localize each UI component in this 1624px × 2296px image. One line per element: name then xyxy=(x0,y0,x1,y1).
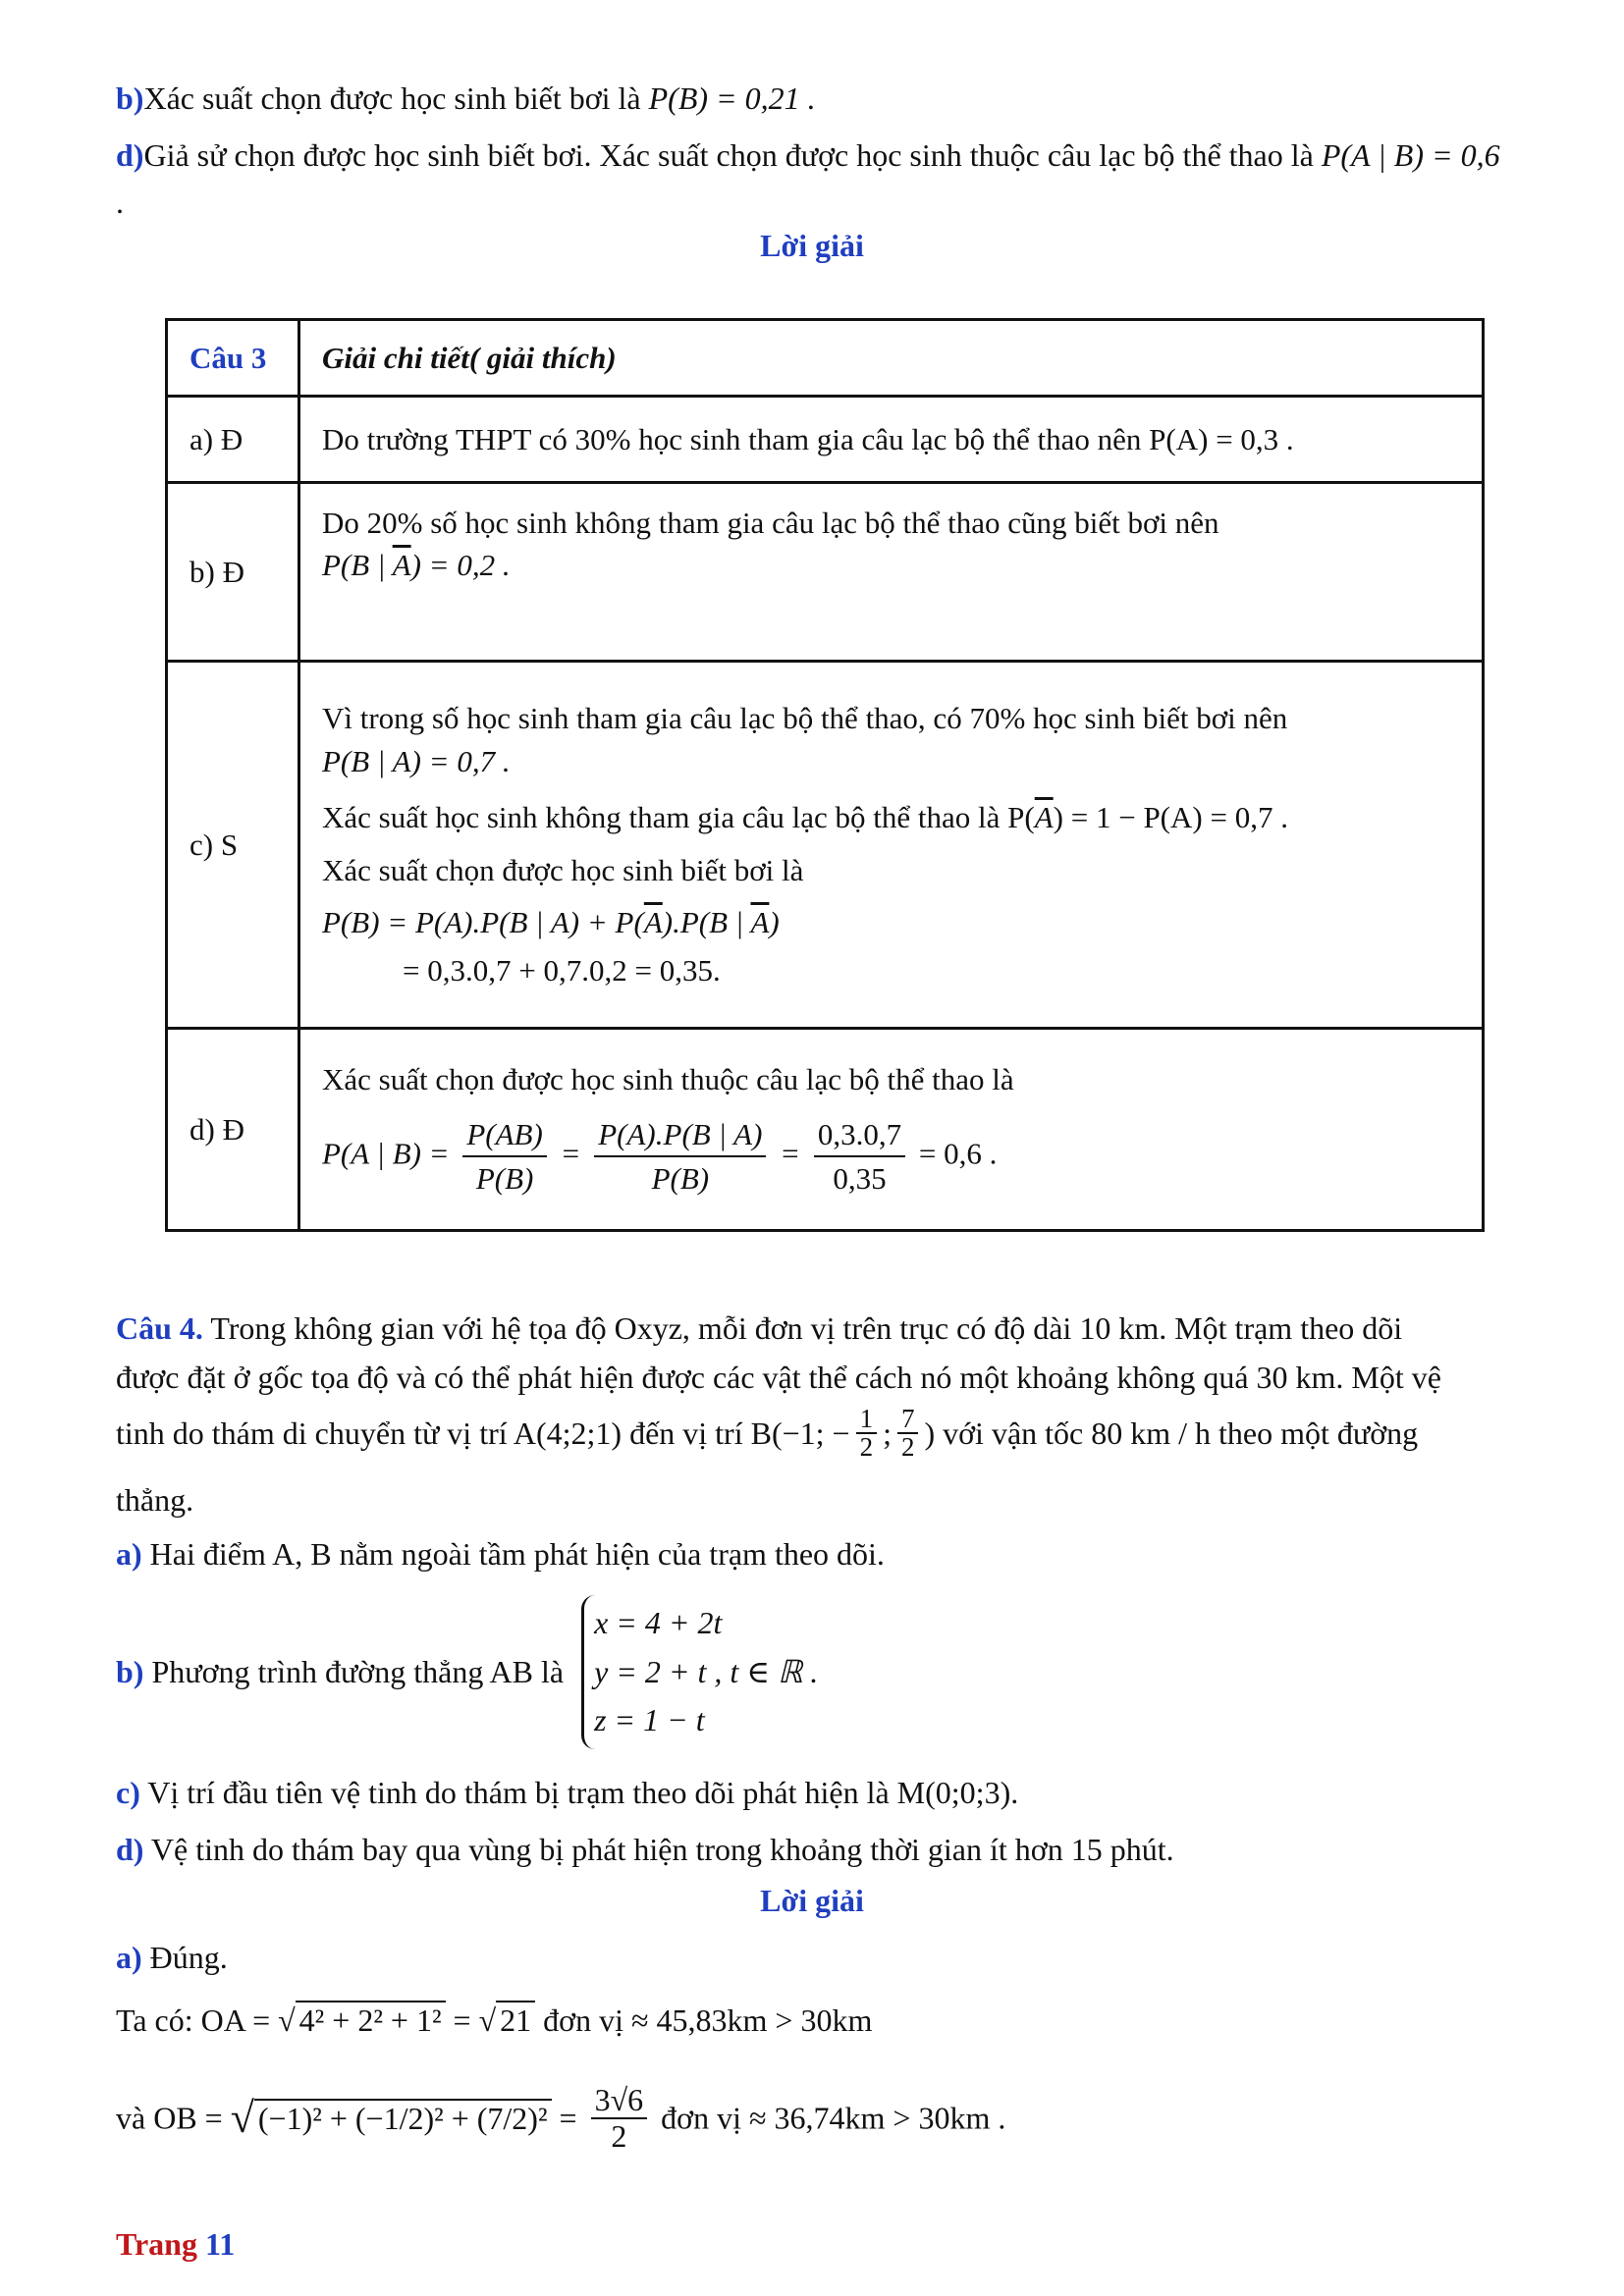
sol4-line1-a: Ta có: OA = xyxy=(116,2002,279,2038)
sol4-line1-b: = xyxy=(445,2002,479,2038)
row-c-line5-b: ).P(B | xyxy=(662,904,751,939)
sol4-a-label: a) xyxy=(116,1940,142,1975)
frac-2 xyxy=(594,1113,766,1201)
row-b-content xyxy=(299,483,1484,662)
cau4-a-label: a) xyxy=(116,1536,142,1572)
footer-page-number: 11 xyxy=(204,2226,236,2262)
sol4-line1-sqrt: 4² + 2² + 1² xyxy=(296,2001,446,2038)
row-a-label: a) Đ xyxy=(167,397,299,483)
row-b-line1: Do 20% số học sinh không tham gia câu lạc bộ thể thao cũng biết bơi nên xyxy=(322,506,1219,540)
sys-x: x = 4 + 2t xyxy=(594,1605,723,1640)
option-b-label: b) xyxy=(116,80,144,116)
cau4-option-c xyxy=(116,1775,1018,1811)
cau4-d-text: Vệ tinh do thám bay qua vùng bị phát hiện trong khoảng thời gian ít hơn 15 phút. xyxy=(150,1832,1174,1867)
sys-y: y = 2 + t , t ∈ ℝ . xyxy=(594,1653,819,1689)
option-b-formula: P(B) = 0,21 . xyxy=(648,80,816,116)
row-d-line1: Xác suất chọn được học sinh thuộc câu lạc bộ thể thao là xyxy=(322,1062,1014,1097)
row-c-line5-bar2: $\overline{A}$ xyxy=(750,904,770,939)
option-d-text: Giả sử chọn được học sinh biết bơi. Xác suất chọn được học sinh thuộc câu lạc bộ thể thao là xyxy=(143,137,1314,173)
cau4-b-text: Phương trình đường thẳng AB là xyxy=(151,1654,565,1690)
cau4-option-b xyxy=(116,1595,818,1749)
coord-frac-1-den: 2 xyxy=(859,1432,874,1462)
row-b-line2-pre: P(B | xyxy=(322,548,393,583)
row-c-line5-a: P(B) = P(A).P(B | A) + P( xyxy=(322,904,644,939)
row-c-label: c) S xyxy=(167,662,299,1029)
sol4-line2-c: đơn vị ≈ 36,74km > 30km . xyxy=(653,2100,1006,2136)
row-c-line3-post: ) = 1 − P(A) = 0,7 . xyxy=(1053,800,1288,835)
row-b-label: b) Đ xyxy=(167,483,299,662)
cau4-line3 xyxy=(116,1406,1418,1461)
row-c-line3 xyxy=(322,796,1460,838)
row-b-line2 xyxy=(322,544,1460,586)
sol4-a xyxy=(116,1940,228,1976)
row-d-content xyxy=(299,1029,1484,1231)
coord-frac-2-den: 2 xyxy=(900,1432,915,1462)
row-c-line3-bar: $\overline{A}$ xyxy=(1034,800,1054,835)
table-row xyxy=(167,483,1484,662)
coord-frac-2-num: 7 xyxy=(897,1406,919,1434)
loi-giai-heading-2: Lời giải xyxy=(760,1883,864,1918)
row-c-line3-pre: Xác suất học sinh không tham gia câu lạc bộ thể thao là P( xyxy=(322,800,1035,835)
cau4-line1 xyxy=(116,1310,1402,1347)
option-b-text: Xác suất chọn được học sinh biết bơi là xyxy=(143,80,641,116)
table-row xyxy=(167,397,1484,483)
cau4-option-d xyxy=(116,1832,1174,1868)
row-c-line1: Vì trong số học sinh tham gia câu lạc bộ thể thao, có 70% học sinh biết bơi nên xyxy=(322,701,1288,736)
solution-table xyxy=(165,318,1485,1232)
frac-3 xyxy=(814,1113,905,1201)
cau4-label: Câu 4. xyxy=(116,1310,203,1346)
row-c-line4: Xác suất chọn được học sinh biết bơi là xyxy=(322,852,804,887)
loi-giai-heading-1: Lời giải xyxy=(760,228,864,263)
row-c-line5-c: ) xyxy=(769,904,780,939)
cau4-a-text: Hai điểm A, B nằm ngoài tầm phát hiện của trạm theo dõi. xyxy=(149,1536,885,1572)
top-line-b xyxy=(116,80,816,117)
cau4-line4: thẳng. xyxy=(116,1482,194,1518)
coord-frac-1 xyxy=(856,1406,878,1461)
frac-3-den: 0,35 xyxy=(833,1161,887,1197)
cau4-c-text: Vị trí đầu tiên vệ tinh do thám bị trạm theo dõi phát hiện là M(0;0;3). xyxy=(147,1775,1019,1810)
frac-2-den: P(B) xyxy=(651,1161,710,1197)
row-b-line2-bar: $\overline{A}$ xyxy=(392,548,411,583)
option-d-formula: P(A | B) = 0,6 xyxy=(1321,137,1500,173)
cau4-line3-a: tinh do thám di chuyển từ vị trí A(4;2;1) đến vị trí B(−1; − xyxy=(116,1415,850,1451)
eq-1: = xyxy=(560,1136,581,1171)
eq-2: = xyxy=(780,1136,801,1171)
sol4-line1-sqrt2: 21 xyxy=(496,2001,535,2038)
sol4-line2-b: = xyxy=(551,2100,585,2136)
sys-z: z = 1 − t xyxy=(594,1702,705,1738)
cau4-option-a xyxy=(116,1536,885,1573)
frac-1 xyxy=(462,1113,546,1201)
cau4-line2: được đặt ở gốc tọa độ và có thể phát hiện được các vật thể cách nó một khoảng không quá 30 km. Một vệ xyxy=(116,1360,1441,1395)
top-line-d xyxy=(116,137,1500,174)
row-c-content xyxy=(299,662,1484,1029)
sqrt-sign: √ xyxy=(230,2093,254,2142)
sol4-line2 xyxy=(116,2083,1005,2154)
option-d-label: d) xyxy=(116,137,144,173)
frac-1-den: P(B) xyxy=(475,1161,534,1197)
frac-1-num: P(AB) xyxy=(462,1113,546,1157)
table-row xyxy=(167,1029,1484,1231)
coord-frac-2 xyxy=(897,1406,919,1461)
table-row xyxy=(167,662,1484,1029)
row-c-line5-bar: $\overline{A}$ xyxy=(643,904,663,939)
header-giai-chi-tiet: Giải chi tiết( giải thích) xyxy=(299,320,1484,397)
row-c-line5 xyxy=(322,901,1460,943)
footer-label: Trang xyxy=(116,2226,197,2262)
sol4-a-text: Đúng. xyxy=(149,1940,228,1975)
sol4-frac xyxy=(591,2083,648,2154)
row-d-label: d) Đ xyxy=(167,1029,299,1231)
frac-3-num: 0,3.0,7 xyxy=(814,1113,905,1157)
cau4-d-label: d) xyxy=(116,1832,144,1867)
sol4-line2-sqrt: (−1)² + (−1/2)² + (7/2)² xyxy=(254,2099,552,2136)
sol4-frac-num: 3√6 xyxy=(591,2083,648,2119)
table-header-row xyxy=(167,320,1484,397)
cau4-c-label: c) xyxy=(116,1775,140,1810)
sol4-line1-c: đơn vị ≈ 45,83km > 30km xyxy=(535,2002,873,2038)
sol4-line1: Ta có: OA = √ 4² + 2² + 1² = √ 21 đơn vị ≈ 45,83km > 30km xyxy=(116,2002,873,2038)
cau4-line1-text: Trong không gian với hệ tọa độ Oxyz, mỗi đơn vị trên trục có độ dài 10 km. Một trạm theo dõi xyxy=(210,1310,1403,1346)
top-dot: . xyxy=(116,185,124,220)
frac-2-num: P(A).P(B | A) xyxy=(594,1113,766,1157)
coord-frac-1-num: 1 xyxy=(856,1406,878,1434)
row-a-text: Do trường THPT có 30% học sinh tham gia câu lạc bộ thể thao nên P(A) = 0,3 . xyxy=(299,397,1484,483)
row-c-line2: P(B | A) = 0,7 . xyxy=(322,743,511,778)
row-d-formula xyxy=(322,1113,1460,1201)
cau4-b-label: b) xyxy=(116,1654,144,1690)
header-cau: Câu 3 xyxy=(167,320,299,397)
row-d-lhs: P(A | B) = xyxy=(322,1136,450,1171)
page-footer xyxy=(116,2226,235,2263)
sol4-frac-den: 2 xyxy=(611,2118,627,2155)
sol4-line2-a: và OB = xyxy=(116,2100,231,2136)
line-equation-system xyxy=(581,1595,818,1749)
row-b-line2-post: ) = 0,2 . xyxy=(410,548,511,583)
row-d-result: = 0,6 . xyxy=(918,1136,998,1171)
cau4-line3-sep: ; xyxy=(883,1415,892,1451)
cau4-line3-b: ) với vận tốc 80 km / h theo một đường xyxy=(924,1415,1419,1451)
row-c-line6: = 0,3.0,7 + 0,7.0,2 = 0,35. xyxy=(403,953,721,988)
